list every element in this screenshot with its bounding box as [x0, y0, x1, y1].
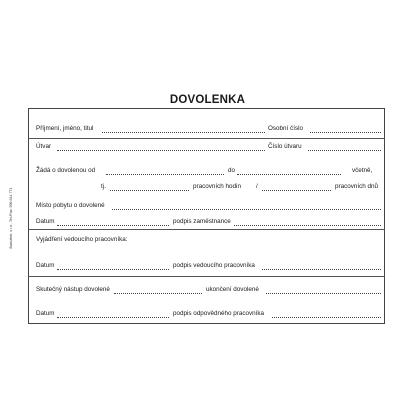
label-prijmeni: Příjmení, jméno, titul [36, 125, 94, 132]
input-od[interactable] [106, 174, 224, 175]
input-prijmeni[interactable] [102, 132, 265, 133]
input-podpis-zamestnance[interactable] [234, 225, 381, 226]
label-datum-1: Datum [36, 218, 55, 225]
label-podpis-zamestnance: podpis zaměstnance [173, 218, 231, 225]
label-misto-pobytu: Místo pobytu o dovolené [36, 202, 105, 209]
label-podpis-vedouciho: podpis vedoucího pracovníka [173, 262, 255, 269]
label-datum-3: Datum [36, 310, 55, 317]
input-podpis-vedouciho[interactable] [262, 269, 381, 270]
input-utvar[interactable] [57, 150, 265, 151]
input-dnu[interactable] [262, 190, 331, 191]
input-hodin[interactable] [110, 190, 189, 191]
section-divider-2 [28, 229, 385, 230]
input-skutecny-nastup[interactable] [114, 293, 202, 294]
label-zada: Žádá o dovolenou od [36, 167, 96, 174]
form-title: DOVOLENKA [169, 94, 246, 106]
label-vcetne: včetně, [352, 167, 373, 174]
label-tj: tj. [101, 183, 106, 190]
label-vyjadreni: Vyjádření vedoucího pracovníka: [36, 236, 128, 243]
input-podpis-odpovedneho[interactable] [272, 317, 381, 318]
label-slash: / [256, 183, 258, 190]
label-datum-2: Datum [36, 262, 55, 269]
label-skutecny-nastup: Skutečný nástup dovolené [36, 286, 110, 293]
section-divider-3 [28, 276, 385, 277]
input-osobni-cislo[interactable] [310, 132, 381, 133]
publisher-imprint: Baloušek, s.r.o., Tel./Fax: 596 644 774 [9, 187, 13, 249]
input-datum-3[interactable] [57, 317, 169, 318]
input-cislo-utvaru[interactable] [308, 150, 381, 151]
input-datum-1[interactable] [57, 225, 169, 226]
input-ukonceni[interactable] [266, 293, 381, 294]
section-divider-1 [28, 138, 385, 139]
label-ukonceni: ukončení dovolené [206, 286, 259, 293]
input-misto-pobytu[interactable] [112, 209, 381, 210]
label-osobni-cislo: Osobní číslo [268, 125, 303, 132]
label-pracovnich-dnu: pracovních dnů [335, 183, 379, 190]
label-podpis-odpovedneho: podpis odpovědného pracovníka [173, 310, 265, 317]
label-do: do [228, 167, 236, 174]
label-pracovnich-hodin: pracovních hodin [193, 183, 241, 190]
input-do[interactable] [237, 174, 341, 175]
label-cislo-utvaru: Číslo útvaru [268, 143, 302, 150]
label-utvar: Útvar [36, 143, 52, 150]
input-datum-2[interactable] [57, 269, 169, 270]
